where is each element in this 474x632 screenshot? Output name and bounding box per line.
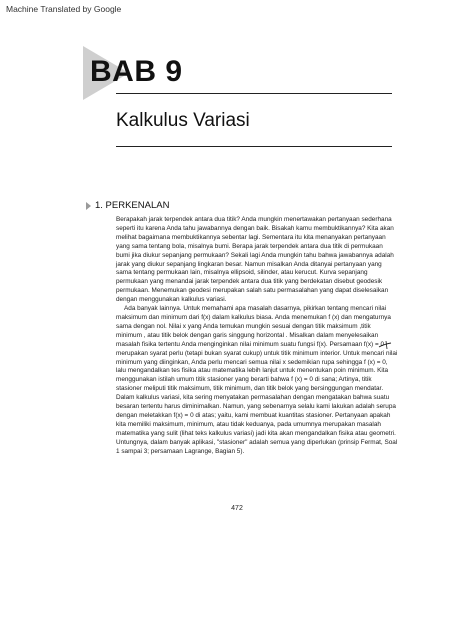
page-number: 472: [231, 505, 243, 512]
section-marker-icon: [86, 202, 91, 210]
handwritten-mark-icon: [378, 340, 392, 350]
chapter-number: BAB 9: [90, 55, 183, 88]
machine-translation-note: Machine Translated by Google: [6, 4, 122, 14]
chapter-rule-top: [116, 93, 392, 94]
section-heading: [86, 200, 169, 211]
body-text: [116, 216, 398, 456]
chapter-title: Kalkulus Variasi: [116, 110, 250, 131]
chapter-rule-bottom: [116, 146, 392, 147]
paragraph-intro: Berapakah jarak terpendek antara dua titik? Anda mungkin menertawakan pertanyaan sederhana seperti itu karena Anda tahu jawabannya dengan baik. Bisakah kamu membuktikannya? Kita akan melihat bagaimana membuktikannya sebentar lagi. Sementara itu kita menanyakan pertanyaan yang sama tentang bola, misalnya bumi. Berapa jarak terpendek antara dua titik di permukaan bumi jika diukur sepanjang permukaan? Sekali lagi Anda mungkin tahu bahwa jawabannya adalah jarak yang diukur sepanjang lingkaran besar. Namun misalkan Anda ditanyai pertanyaan yang sama tentang permukaan lain, misalnya ellipsoid, silinder, atau kerucut. Kurva sepanjang permukaan yang menandai jarak terpendek antara dua titik yang berdekatan disebut geodesik permukaan. Menemukan geodesi merupakan salah satu permasalahan yang dapat diselesaikan dengan menggunakan kalkulus variasi.: [116, 216, 394, 304]
section-heading-label: 1. PERKENALAN: [95, 200, 170, 211]
paragraph-main: Ada banyak lainnya. Untuk memahami apa masalah dasarnya, pikirkan tentang mencari nilai maksimum dan minimum dari f(x) dalam kalkulus biasa. Anda menemukan f (x) dan mengaturnya sama dengan nol. Nilai x yang Anda temukan mungkin sesuai dengan titik maksimum ,titik minimum , atau titik belok dengan garis singgung horizontal . Misalkan dalam menyelesaikan masalah fisika tertentu Anda menginginkan nilai minimum suatu fungsi f(x). Persamaan f(x) = 0 merupakan syarat perlu (tetapi bukan syarat cukup) untuk titik minimum interior. Untuk mencari nilai minimum yang diinginkan, Anda perlu mencari semua nilai x sedemikian rupa sehingga f (x) = 0, lalu mengandalkan tes fisika atau matematika lebih lanjut untuk menentukan poin minimum. Kita menggunakan istilah umum titik stasioner yang berarti bahwa f (x) = 0 di sana; Artinya, titik stasioner meliputi titik maksimum, titik minimum, dan titik belok yang bersinggungan mendatar. Dalam kalkulus variasi, kita sering menyatakan permasalahan dengan mengatakan bahwa suatu besaran tertentu harus diminimalkan. Namun, yang sebenarnya selalu kami lakukan adalah serupa dengan meletakkan f(x) = 0 di atas; yaitu, kami membuat kuantitas stasioner. Pertanyaan apakah kita memiliki maksimum, minimum, atau tidak keduanya, pada umumnya merupakan masalah matematika yang sulit (lihat teks kalkulus variasi) jadi kita akan mengandalkan fisika atau geometri. Untungnya, dalam banyak aplikasi, "stasioner" adalah semua yang diperlukan (prinsip Fermat, Soal 1 sampai 3; persamaan Lagrange, Bagian 5).: [116, 305, 398, 455]
